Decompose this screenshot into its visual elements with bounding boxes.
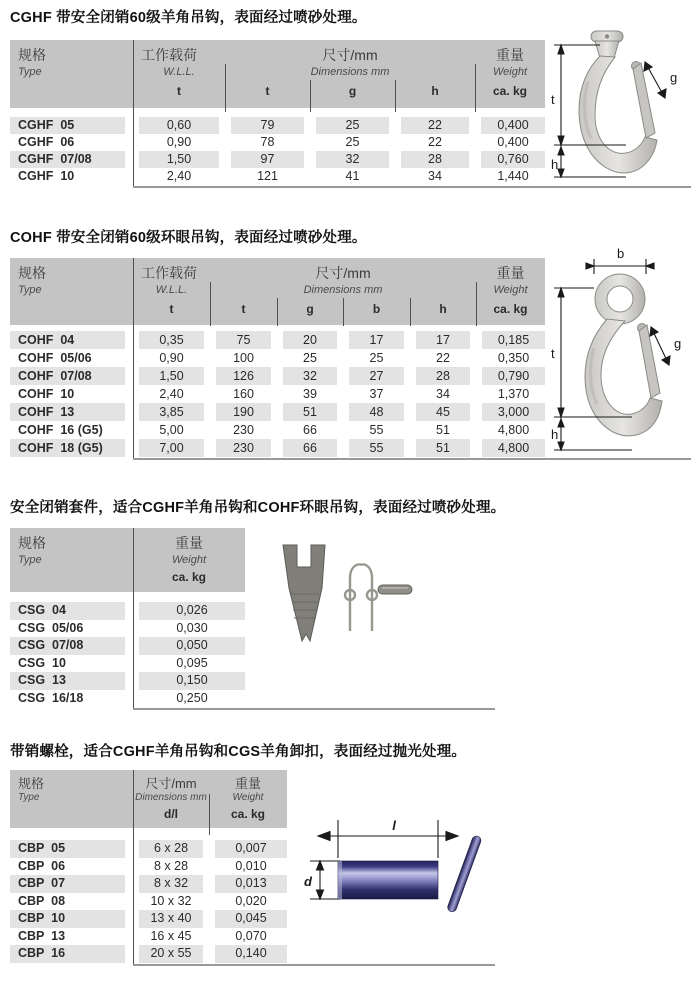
- value-cell: 0,050: [139, 637, 245, 655]
- column-tick: [343, 298, 344, 326]
- col-header-group-en: Weight: [171, 554, 207, 566]
- value-cell: 8 x 28: [153, 858, 189, 873]
- col-header-group-zh: 重量: [496, 47, 524, 63]
- hook-drawing: [579, 31, 657, 173]
- type-column-divider: [133, 770, 134, 966]
- value-cell: 51: [283, 403, 337, 421]
- value-cell: 45: [416, 403, 470, 421]
- value-cell: 25: [316, 117, 389, 134]
- table-row: [10, 655, 245, 673]
- column-tick: [209, 794, 210, 835]
- column-tick: [410, 298, 411, 326]
- col-header-group-en: Dimensions mm: [135, 792, 207, 803]
- type-cell: CBP 16: [10, 945, 125, 963]
- column-tick: [395, 80, 396, 112]
- col-header-group-zh: 工作载荷: [141, 265, 197, 281]
- col-header-type-en: Type: [18, 284, 42, 296]
- table-row: [10, 439, 545, 457]
- value-cell: 0,790: [482, 367, 545, 385]
- value-cell: 6 x 28: [139, 840, 203, 858]
- type-cell: CGHF 06: [18, 135, 75, 149]
- value-cell: 230: [216, 439, 271, 457]
- section-heading: 带销螺栓，适合CGHF羊角吊钩和CGS羊角卸扣，表面经过抛光处理。: [10, 744, 467, 760]
- value-cell: 1,50: [139, 151, 219, 168]
- value-cell: 48: [349, 403, 404, 421]
- value-cell: 100: [233, 351, 254, 365]
- value-cell: 0,070: [235, 928, 267, 943]
- col-header-group-en: W.L.L.: [163, 66, 195, 78]
- value-cell: 2,40: [159, 387, 184, 401]
- dim-label-h: h: [551, 427, 559, 442]
- table-row: [10, 620, 245, 638]
- table-row: [10, 403, 545, 421]
- value-cell: 0,020: [235, 893, 267, 908]
- type-column-divider: [133, 258, 134, 460]
- col-header-group-en: Dimensions mm: [310, 66, 390, 78]
- col-header-unit: t: [177, 84, 181, 98]
- col-header-unit: d/l: [164, 807, 178, 821]
- value-cell: 51: [436, 423, 450, 437]
- col-header-unit: ca. kg: [492, 84, 528, 98]
- value-cell: 25: [345, 135, 360, 149]
- type-cell: CSG 07/08: [10, 637, 125, 655]
- value-cell: 32: [316, 151, 389, 168]
- dim-label-l: l: [392, 818, 396, 833]
- hook-drawing: [585, 274, 662, 436]
- section-heading: 安全闭销套件，适合CGHF羊角吊钩和COHF环眼吊钩，表面经过喷砂处理。: [10, 500, 506, 516]
- table-bottom-rule: [133, 458, 691, 460]
- col-header-group-zh: 重量: [496, 265, 525, 281]
- table-row: [10, 151, 545, 168]
- dim-label-b: b: [617, 246, 625, 261]
- value-cell: 121: [257, 169, 278, 183]
- value-cell: 20: [283, 331, 337, 349]
- value-cell: 22: [401, 117, 469, 134]
- column-tick: [277, 298, 278, 326]
- col-header-group-en: W.L.L.: [155, 284, 188, 296]
- type-column-divider: [133, 528, 134, 710]
- value-cell: 22: [436, 351, 450, 365]
- value-cell: 0,90: [166, 135, 192, 149]
- type-cell: CSG 10: [18, 655, 66, 670]
- table-row: [10, 945, 287, 963]
- value-cell: 39: [303, 387, 317, 401]
- dim-label-g: g: [670, 70, 678, 85]
- type-cell: COHF 04: [10, 331, 125, 349]
- value-cell: 126: [216, 367, 271, 385]
- col-header-unit: g: [306, 302, 314, 316]
- col-header-type-zh: 规格: [18, 265, 46, 281]
- col-header-type-en: Type: [18, 66, 42, 78]
- value-cell: 32: [283, 367, 337, 385]
- type-cell: CGHF 07/08: [10, 151, 125, 168]
- value-cell: 16 x 45: [150, 928, 192, 943]
- value-cell: 4,800: [482, 439, 545, 457]
- col-header-group-zh: 尺寸/mm: [315, 265, 371, 281]
- column-tick: [475, 64, 476, 112]
- value-cell: 27: [349, 367, 404, 385]
- dim-label-g: g: [674, 336, 682, 351]
- table-row: [10, 134, 545, 151]
- value-cell: 0,35: [139, 331, 204, 349]
- type-cell: CSG 04: [10, 602, 125, 620]
- type-cell: COHF 10: [18, 387, 75, 401]
- value-cell: 7,00: [139, 439, 204, 457]
- pin-drawing: [338, 835, 482, 913]
- table-bottom-rule: [133, 964, 495, 966]
- value-cell: 22: [428, 135, 442, 149]
- section-heading: CGHF 带安全闭销60级羊角吊钩，表面经过喷砂处理。: [10, 10, 367, 26]
- col-header-unit: ca. kg: [230, 807, 266, 821]
- value-cell: 0,400: [481, 117, 545, 134]
- table-row: [10, 637, 245, 655]
- col-header-unit: ca. kg: [493, 302, 528, 316]
- col-header-group-zh: 尺寸/mm: [322, 47, 378, 63]
- value-cell: 8 x 32: [139, 875, 203, 893]
- col-header-unit: h: [439, 302, 447, 316]
- latch-kit-figure: [266, 538, 426, 656]
- col-header-type-en: Type: [18, 792, 40, 803]
- type-cell: CBP 05: [10, 840, 125, 858]
- value-cell: 66: [283, 439, 337, 457]
- value-cell: 160: [233, 387, 254, 401]
- type-cell: CBP 10: [10, 910, 125, 928]
- type-cell: CSG 05/06: [18, 620, 84, 635]
- table-row: [10, 168, 545, 185]
- col-header-unit: t: [265, 84, 270, 98]
- latch-pin: [378, 585, 412, 594]
- value-cell: 1,440: [497, 169, 529, 183]
- col-header-type-zh: 规格: [18, 776, 45, 791]
- value-cell: 28: [401, 151, 469, 168]
- table-bottom-rule: [133, 708, 495, 710]
- column-tick: [225, 64, 226, 112]
- col-header-group-zh: 重量: [175, 535, 203, 551]
- value-cell: 37: [369, 387, 384, 401]
- col-header-group-zh: 尺寸/mm: [145, 776, 197, 791]
- value-cell: 17: [416, 331, 470, 349]
- type-cell: CBP 13: [18, 928, 66, 943]
- bolt-pin-figure: [298, 808, 490, 943]
- type-cell: CGHF 10: [18, 169, 75, 183]
- col-header-group-en: Weight: [493, 284, 528, 296]
- value-cell: 0,095: [176, 655, 208, 670]
- value-cell: 0,150: [139, 672, 245, 690]
- table-row: [10, 349, 545, 367]
- latch-casting: [283, 545, 325, 641]
- col-header-type-en: Type: [18, 554, 42, 566]
- value-cell: 0,250: [176, 690, 208, 705]
- col-header-type-zh: 规格: [18, 535, 46, 551]
- value-cell: 0,350: [497, 351, 530, 365]
- col-header-group-en: Weight: [492, 66, 528, 78]
- value-cell: 78: [260, 135, 275, 149]
- dim-label-t: t: [551, 346, 555, 361]
- col-header-type-zh: 规格: [18, 47, 46, 63]
- col-header-group-en: Dimensions mm: [303, 284, 383, 296]
- value-cell: 97: [231, 151, 304, 168]
- value-cell: 0,90: [159, 351, 184, 365]
- table-row: [10, 875, 287, 893]
- value-cell: 0,013: [215, 875, 287, 893]
- table-row: [10, 385, 545, 403]
- col-header-group-en: Weight: [232, 792, 264, 803]
- value-cell: 0,400: [497, 135, 529, 149]
- type-cell: CBP 06: [18, 858, 66, 873]
- value-cell: 51: [416, 439, 470, 457]
- type-cell: COHF 13: [10, 403, 125, 421]
- column-tick: [210, 282, 211, 326]
- type-cell: COHF 07/08: [10, 367, 125, 385]
- table-row: [10, 910, 287, 928]
- value-cell: 0,045: [215, 910, 287, 928]
- type-column-divider: [133, 40, 134, 188]
- table-row: [10, 117, 545, 134]
- col-header-group-zh: 工作载荷: [141, 47, 197, 63]
- value-cell: 0,60: [139, 117, 219, 134]
- value-cell: 0,010: [235, 858, 267, 873]
- value-cell: 4,800: [497, 423, 530, 437]
- col-header-unit: t: [169, 302, 174, 316]
- col-header-unit: ca. kg: [171, 570, 207, 584]
- type-cell: COHF 16 (G5): [18, 423, 103, 437]
- value-cell: 79: [231, 117, 304, 134]
- type-cell: CBP 08: [18, 893, 66, 908]
- value-cell: 75: [216, 331, 271, 349]
- value-cell: 2,40: [166, 169, 192, 183]
- value-cell: 3,000: [482, 403, 545, 421]
- table-row: [10, 840, 287, 858]
- value-cell: 55: [349, 439, 404, 457]
- col-header-group-zh: 重量: [234, 776, 261, 791]
- value-cell: 0,185: [482, 331, 545, 349]
- dim-label-d: d: [304, 874, 312, 889]
- table-row: [10, 331, 545, 349]
- value-cell: 41: [345, 169, 360, 183]
- value-cell: 3,85: [139, 403, 204, 421]
- column-tick: [476, 282, 477, 326]
- value-cell: 190: [216, 403, 271, 421]
- value-cell: 0,007: [215, 840, 287, 858]
- value-cell: 28: [416, 367, 470, 385]
- table-row: [10, 858, 287, 876]
- type-cell: CSG 16/18: [18, 690, 84, 705]
- table-row: [10, 367, 545, 385]
- table-row: [10, 928, 287, 946]
- value-cell: 5,00: [159, 423, 184, 437]
- latch-spring: [345, 564, 377, 631]
- value-cell: 0,760: [481, 151, 545, 168]
- value-cell: 1,50: [139, 367, 204, 385]
- table-row: [10, 690, 245, 708]
- table-row: [10, 893, 287, 911]
- clevis-hook-figure: [548, 28, 691, 193]
- col-header-unit: g: [348, 84, 357, 98]
- value-cell: 0,026: [139, 602, 245, 620]
- col-header-unit: t: [241, 302, 246, 316]
- type-cell: COHF 05/06: [18, 351, 92, 365]
- type-cell: CGHF 05: [10, 117, 125, 134]
- col-header-unit: h: [431, 84, 439, 98]
- table-bottom-rule: [133, 186, 691, 188]
- value-cell: 55: [369, 423, 384, 437]
- col-header-unit: b: [372, 302, 381, 316]
- table-row: [10, 602, 245, 620]
- value-cell: 13 x 40: [139, 910, 203, 928]
- eye-hook-figure: [548, 246, 691, 461]
- section-heading: COHF 带安全闭销60级环眼吊钩，表面经过喷砂处理。: [10, 230, 367, 246]
- value-cell: 10 x 32: [150, 893, 192, 908]
- value-cell: 34: [428, 169, 442, 183]
- value-cell: 1,370: [497, 387, 530, 401]
- value-cell: 25: [303, 351, 317, 365]
- type-cell: CSG 13: [10, 672, 125, 690]
- value-cell: 0,030: [176, 620, 208, 635]
- type-cell: CBP 07: [10, 875, 125, 893]
- value-cell: 34: [436, 387, 450, 401]
- value-cell: 230: [233, 423, 254, 437]
- value-cell: 25: [369, 351, 384, 365]
- column-tick: [310, 80, 311, 112]
- value-cell: 20 x 55: [139, 945, 203, 963]
- value-cell: 66: [303, 423, 317, 437]
- table-row: [10, 672, 245, 690]
- value-cell: 0,140: [215, 945, 287, 963]
- type-cell: COHF 18 (G5): [10, 439, 125, 457]
- dim-label-t: t: [551, 92, 555, 107]
- table-row: [10, 421, 545, 439]
- value-cell: 17: [349, 331, 404, 349]
- dim-label-h: h: [551, 157, 559, 172]
